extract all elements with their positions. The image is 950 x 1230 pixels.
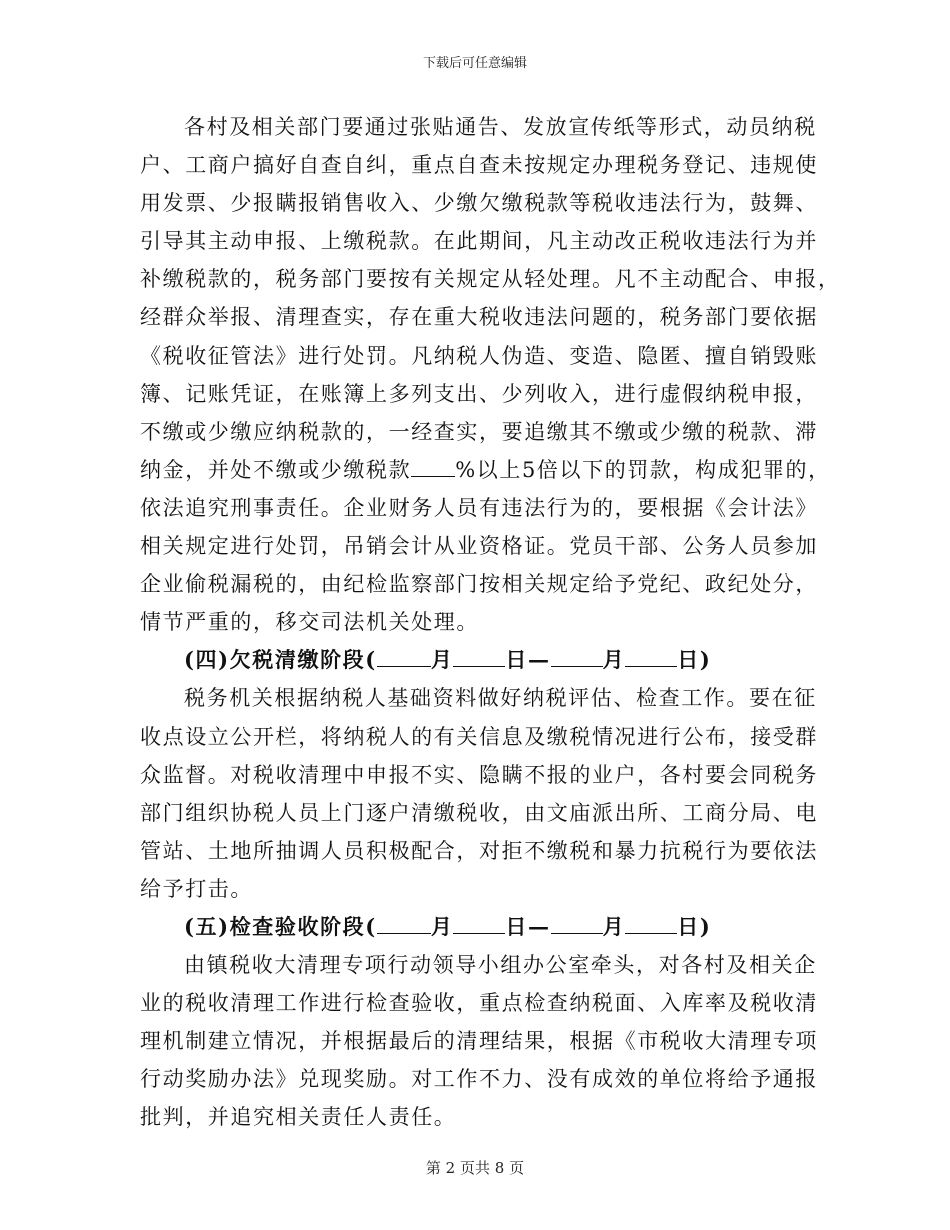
paragraph-1-line-6: 经群众举报、清理查实，存在重大税收违法问题的，税务部门要依据 bbox=[140, 305, 818, 330]
paragraph-2-line-5: 管站、土地所抽调人员积极配合，对拒不缴税和暴力抗税行为要依法 bbox=[140, 838, 818, 863]
section-heading-5 bbox=[140, 908, 805, 946]
paragraph-2-line-1: 税务机关根据纳税人基础资料做好纳税评估、检查工作。要在征 bbox=[184, 686, 817, 711]
paragraph-1-line-10 bbox=[140, 451, 831, 489]
start-month-blank bbox=[377, 909, 431, 934]
start-day-blank bbox=[453, 642, 505, 667]
paragraph-3-line-3: 理机制建立情况，并根据最后的清理结果，根据《市税收大清理专项 bbox=[140, 1029, 818, 1054]
paragraph-2-line-3: 众监督。对税收清理中申报不实、隐瞒不报的业户，各村要会同税务 bbox=[140, 762, 818, 787]
start-month-label: 月 bbox=[430, 647, 454, 673]
paragraph-1-line-11: 依法追究刑事责任。企业财务人员有违法行为的，要根据《会计法》 bbox=[140, 495, 818, 520]
paragraph-1-line-8: 簿、记账凭证，在账簿上多列支出、少列收入，进行虚假纳税申报， bbox=[140, 381, 818, 406]
start-day-blank bbox=[453, 909, 505, 934]
paragraph-1-line-10-part-a: 纳金，并处不缴或少缴税款 bbox=[140, 457, 412, 482]
paragraph-1-line-10-part-b: %以上5倍以下的罚款，构成犯罪的， bbox=[455, 457, 831, 482]
paragraph-1-line-14: 情节严重的，移交司法机关处理。 bbox=[140, 610, 479, 635]
section-heading-4 bbox=[140, 641, 805, 679]
page-footer: 第 2 页共 8 页 bbox=[425, 1159, 525, 1177]
paragraph-1-line-2: 户、工商户搞好自查自纠，重点自查未按规定办理税务登记、违规使 bbox=[140, 153, 818, 178]
paragraph-1-line-13: 企业偷税漏税的，由纪检监察部门按相关规定给予党纪、政纪处分， bbox=[140, 572, 818, 597]
paragraph-3-line-2: 业的税收清理工作进行检查验收，重点检查纳税面、入库率及税收清 bbox=[140, 991, 818, 1016]
paragraph-2-line-4: 部门组织协税人员上门逐户清缴税收，由文庙派出所、工商分局、电 bbox=[140, 800, 818, 825]
start-month-label: 月 bbox=[430, 913, 454, 939]
page-header: 下载后可任意编辑 bbox=[422, 56, 527, 71]
document-body bbox=[140, 108, 841, 1137]
paragraph-1-line-4: 引导其主动申报、上缴税款。在此期间，凡主动改正税收违法行为并 bbox=[140, 229, 818, 254]
section-heading-5-prefix: (五)检查验收阶段( bbox=[184, 913, 377, 939]
end-day-label: 日) bbox=[677, 913, 712, 939]
paragraph-2-line-6: 给予打击。 bbox=[140, 876, 253, 901]
paragraph-1-line-3: 用发票、少报瞒报销售收入、少缴欠缴税款等税收违法行为，鼓舞、 bbox=[140, 191, 818, 216]
end-month-blank bbox=[551, 909, 603, 934]
end-day-label: 日) bbox=[677, 647, 712, 673]
paragraph-1-line-1: 各村及相关部门要通过张贴通告、发放宣传纸等形式，动员纳税 bbox=[184, 115, 817, 139]
end-day-blank bbox=[625, 909, 677, 934]
paragraph-1-line-7: 《税收征管法》进行处罚。凡纳税人伪造、变造、隐匿、擅自销毁账 bbox=[140, 343, 818, 368]
paragraph-1-line-5: 补缴税款的，税务部门要按有关规定从轻处理。凡不主动配合、申报， bbox=[140, 267, 841, 292]
start-day-label: 日— bbox=[505, 647, 551, 673]
paragraph-3-line-4: 行动奖励办法》兑现奖励。对工作不力、没有成效的单位将给予通报 bbox=[140, 1067, 818, 1092]
paragraph-1-line-12: 相关规定进行处罚，吊销会计从业资格证。党员干部、公务人员参加 bbox=[140, 534, 818, 559]
end-month-label: 月 bbox=[602, 913, 626, 939]
end-month-label: 月 bbox=[602, 647, 626, 673]
fine-percent-blank bbox=[411, 452, 455, 477]
section-heading-4-prefix: (四)欠税清缴阶段( bbox=[184, 647, 377, 673]
paragraph-3-line-5: 批判，并追究相关责任人责任。 bbox=[140, 1105, 457, 1130]
paragraph-1-line-9: 不缴或少缴应纳税款的，一经查实，要追缴其不缴或少缴的税款、滞 bbox=[140, 419, 818, 444]
paragraph-3-line-1: 由镇税收大清理专项行动领导小组办公室牵头，对各村及相关企 bbox=[184, 953, 817, 978]
start-day-label: 日— bbox=[505, 913, 551, 939]
end-month-blank bbox=[551, 642, 603, 667]
end-day-blank bbox=[625, 642, 677, 667]
paragraph-2-line-2: 收点设立公开栏，将纳税人的有关信息及缴税情况进行公布，接受群 bbox=[140, 724, 818, 749]
start-month-blank bbox=[377, 642, 431, 667]
